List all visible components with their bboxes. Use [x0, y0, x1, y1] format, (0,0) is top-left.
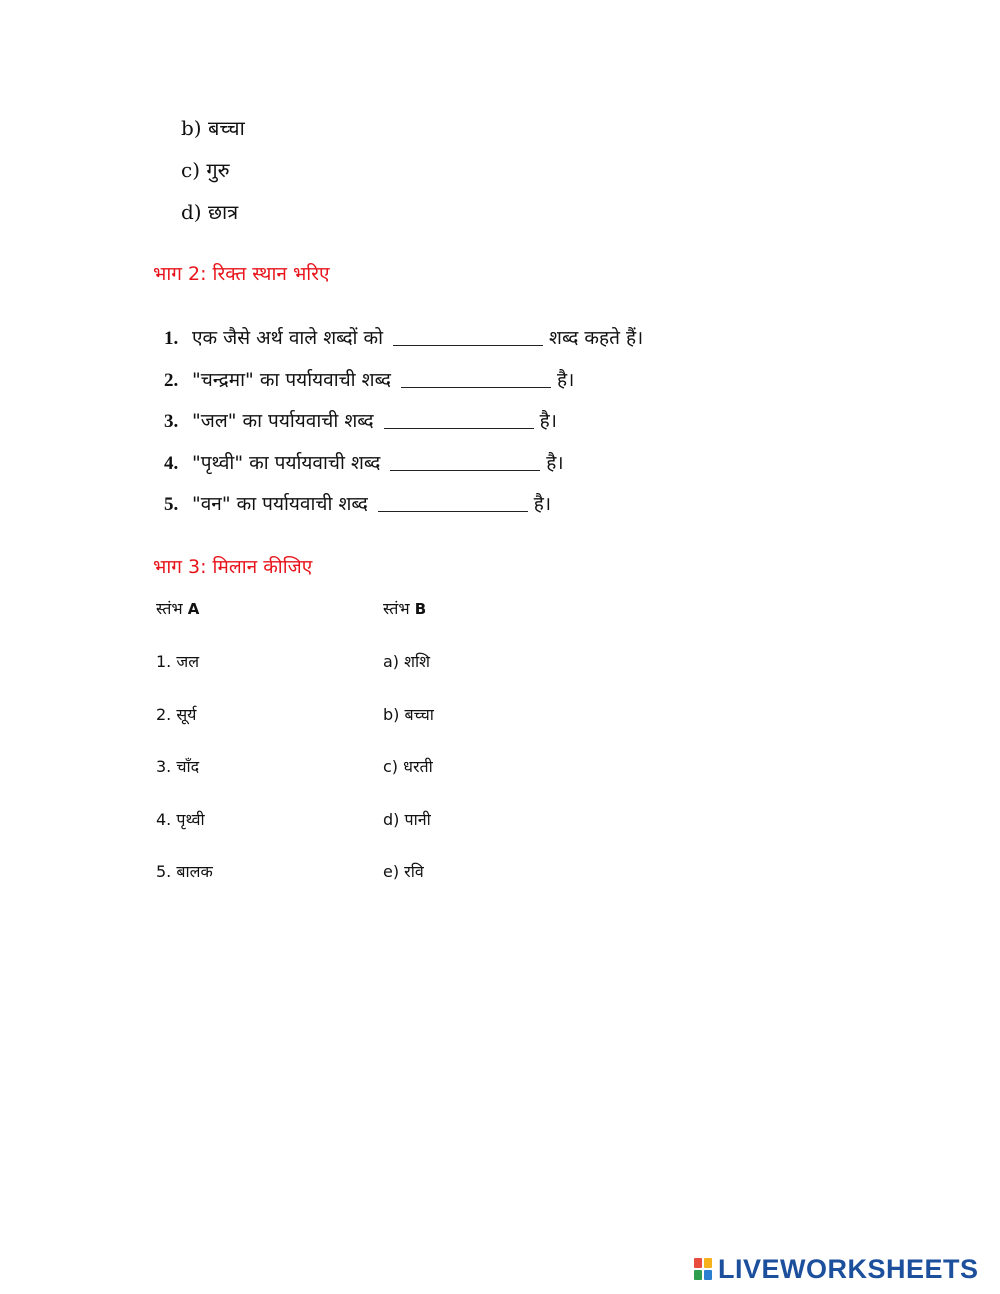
fill-item-suffix: है। — [546, 452, 564, 474]
fill-item-suffix: शब्द कहते हैं। — [549, 327, 644, 349]
column-a-title: स्तंभ — [156, 599, 183, 618]
fill-blank-2[interactable] — [401, 369, 551, 388]
fill-blank-5[interactable] — [378, 493, 528, 512]
match-item-b-3[interactable]: c) धरती — [383, 757, 433, 776]
fill-item-number: 3. — [164, 411, 179, 432]
match-item-a-3[interactable]: 3. चाँद — [156, 757, 200, 776]
fill-item-text: "जल" का पर्यायवाची शब्द — [192, 410, 374, 432]
match-item-b-2[interactable]: b) बच्चा — [383, 705, 434, 724]
logo-tile — [694, 1258, 702, 1268]
fill-blank-1[interactable] — [393, 327, 543, 346]
logo-tile — [704, 1258, 712, 1268]
section-3-heading: भाग 3: मिलान कीजिए — [153, 556, 313, 578]
logo-text: LIVEWORKSHEETS — [718, 1254, 979, 1284]
fill-item-3 — [164, 407, 557, 436]
fill-item-text: "पृथ्वी" का पर्यायवाची शब्द — [192, 452, 381, 474]
section-2-heading: भाग 2: रिक्त स्थान भरिए — [153, 263, 330, 285]
liveworksheets-logo — [694, 1252, 979, 1286]
fill-blank-3[interactable] — [384, 410, 534, 429]
fill-item-suffix: है। — [539, 410, 557, 432]
fill-item-number: 4. — [164, 453, 179, 474]
option-d: d) छात्र — [181, 200, 239, 224]
match-item-a-4[interactable]: 4. पृथ्वी — [156, 810, 205, 829]
fill-blank-4[interactable] — [390, 452, 540, 471]
fill-item-suffix: है। — [556, 369, 575, 391]
column-a-letter: A — [187, 600, 200, 618]
column-b-title: स्तंभ — [383, 599, 410, 618]
fill-item-5 — [164, 490, 551, 519]
fill-item-text: "चन्द्रमा" का पर्यायवाची शब्द — [192, 369, 391, 391]
match-item-a-5[interactable]: 5. बालक — [156, 862, 213, 881]
column-b-header — [383, 597, 426, 621]
fill-item-text: "वन" का पर्यायवाची शब्द — [192, 493, 368, 515]
fill-item-text: एक जैसे अर्थ वाले शब्दों को — [192, 327, 384, 349]
match-item-b-5[interactable]: e) रवि — [383, 862, 424, 881]
fill-item-suffix: है। — [533, 493, 552, 515]
fill-item-number: 2. — [164, 370, 179, 391]
column-a-header — [156, 597, 199, 621]
match-item-a-2[interactable]: 2. सूर्य — [156, 705, 197, 724]
fill-item-2 — [164, 366, 574, 395]
match-item-a-1[interactable]: 1. जल — [156, 652, 200, 671]
fill-item-number: 5. — [164, 494, 179, 515]
fill-item-1 — [164, 324, 643, 353]
logo-tile — [704, 1270, 712, 1280]
fill-item-number: 1. — [164, 328, 179, 349]
fill-item-4 — [164, 449, 564, 478]
column-b-letter: B — [414, 600, 427, 618]
option-c: c) गुरु — [181, 158, 230, 182]
match-item-b-4[interactable]: d) पानी — [383, 810, 431, 829]
logo-mark-icon — [694, 1258, 712, 1280]
option-b: b) बच्चा — [181, 116, 245, 140]
match-item-b-1[interactable]: a) शशि — [383, 652, 431, 671]
logo-tile — [694, 1270, 702, 1280]
